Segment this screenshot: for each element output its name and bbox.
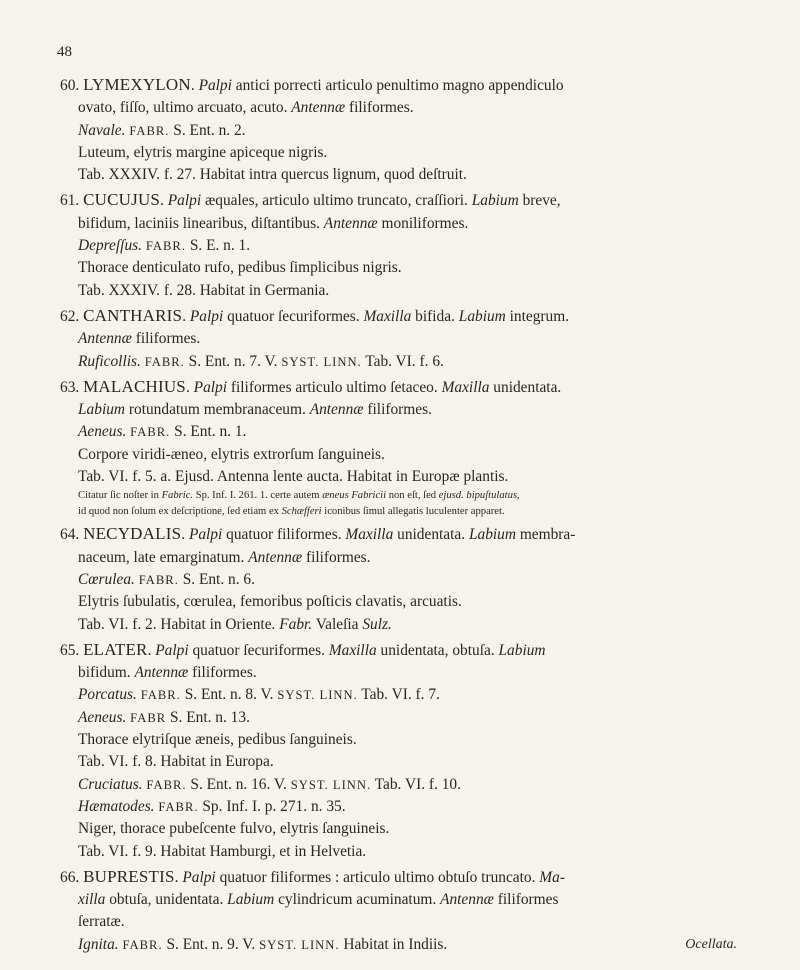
text-run: Tab. VI. f. 2. Habitat in Oriente. [78, 615, 280, 633]
text-run: Sp. Inf. I. 261. 1. certe autem [193, 490, 323, 502]
text-run: unidentata. [489, 378, 562, 396]
catchword: Ocellata. [685, 937, 737, 952]
text-run: moniliformes. [377, 214, 469, 232]
text-run: æquales, articulo ultimo truncato, craſſiori. [201, 192, 472, 210]
text-run: Tab. VI. f. 7. [357, 686, 440, 704]
author-abbrev: FABR. [130, 425, 171, 440]
author-abbrev: SYST. LINN. [259, 937, 340, 952]
text-run: S. Ent. n. 7. V. [184, 352, 282, 370]
text-line [48, 751, 768, 773]
text-run: Thorace denticulato rufo, pedibus ſimplicibus nigris. [78, 259, 402, 277]
text-line [48, 569, 768, 591]
citation-line [48, 488, 768, 504]
text-run: Luteum, elytris margine apiceque nigris. [78, 143, 328, 161]
italic-term: Labium [78, 401, 126, 419]
text-run: Tab. VI. f. 6. [361, 352, 444, 370]
italic-term: Depreſſus. [78, 237, 142, 255]
text-run: . [174, 868, 183, 886]
entry-heading-line [48, 639, 768, 662]
text-run: 60. [60, 77, 84, 94]
text-line [48, 614, 768, 636]
genus-name: LYMEXYLON [83, 75, 191, 94]
italic-term: Sulz. [362, 615, 392, 633]
genus-name: BUPRESTIS [83, 866, 175, 886]
text-line [48, 142, 768, 164]
italic-term: Antennæ [291, 99, 346, 117]
text-line [48, 774, 768, 796]
text-run: Tab. VI. f. 8. Habitat in Europa. [78, 753, 274, 771]
author-abbrev: FABR. [158, 799, 199, 814]
text-run: quatuor ſecuriformes. [188, 641, 329, 659]
text-run: Valeſia [312, 615, 363, 633]
italic-term: Ignita. [78, 935, 119, 953]
text-line [48, 97, 768, 119]
italic-term: Antennæ [440, 891, 494, 909]
italic-term: Palpi [167, 192, 202, 210]
italic-term: Maxilla [363, 307, 412, 325]
text-run: S. Ent. n. 16. V. [186, 775, 291, 793]
text-run: filiformes. [131, 330, 201, 348]
text-line [48, 351, 768, 373]
entry-heading-line [48, 376, 768, 399]
page-number: 48 [57, 44, 72, 60]
text-line [48, 841, 768, 863]
text-run: iconibus ſimul allegatis luculenter apparet. [321, 506, 505, 518]
text-run: S. Ent. n. 2. [169, 121, 246, 139]
author-abbrev: FABR [130, 710, 167, 725]
italic-term: Maxilla [328, 641, 377, 659]
author-abbrev: FABR. [144, 354, 185, 369]
italic-term: Antennæ [323, 214, 378, 232]
text-run: Sp. Inf. I. p. 271. n. 35. [198, 797, 346, 815]
text-run: bifidum, laciniis linearibus, diſtantibus. [78, 214, 324, 232]
italic-term: Porcatus. [78, 686, 137, 704]
text-run: obtuſa, unidentata. [105, 891, 228, 909]
text-run: filiformes. [363, 401, 432, 419]
text-line [48, 120, 768, 142]
text-run: quatuor filiformes. [222, 526, 346, 544]
genus-name: NECYDALIS [83, 524, 182, 544]
text-line [48, 662, 768, 684]
entry-heading-line [48, 305, 768, 328]
text-run: S. Ent. n. 9. V. [162, 935, 260, 953]
text-run: 61. [60, 192, 84, 210]
genus-entry [48, 376, 768, 520]
text-run: S. E. n. 1. [185, 237, 251, 255]
text-run: . [190, 77, 199, 94]
text-run: antici porrecti articulo penultimo magno appendiculo [231, 77, 564, 94]
genus-entry [48, 866, 768, 956]
italic-term: xilla [78, 891, 106, 909]
text-run: S. Ent. n. 8. V. [180, 686, 278, 704]
text-line [48, 257, 768, 279]
text-run: filiformes. [188, 664, 257, 682]
italic-term: Antennæ [78, 330, 132, 348]
text-run: . [181, 526, 189, 544]
italic-term: ejusd. bipuſtulatus [438, 490, 518, 502]
genus-entry [48, 305, 768, 373]
text-run: Citatur ſic noſter in [78, 490, 162, 502]
italic-term: Palpi [155, 641, 189, 659]
italic-term: Fabric. [161, 490, 194, 502]
text-run: ovato, fiſſo, ultimo arcuato, acuto. [78, 99, 292, 117]
text-run: integrum. [505, 307, 570, 325]
text-line [48, 328, 768, 350]
text-run: S. Ent. n. 1. [170, 423, 247, 441]
text-run: , [517, 490, 520, 502]
text-run: bifida. [411, 307, 459, 325]
author-abbrev: FABR. [140, 688, 181, 703]
italic-term: æneus Fabricii [322, 490, 387, 502]
text-line [48, 235, 768, 257]
text-run: ſerratæ. [78, 913, 125, 931]
italic-term: Schæfferi [281, 506, 322, 518]
author-abbrev: SYST. LINN. [281, 354, 362, 369]
text-run: 66. [60, 868, 84, 886]
text-line [48, 684, 768, 706]
italic-term: Labium [458, 307, 506, 325]
text-run: membra- [515, 526, 576, 544]
text-line [48, 466, 768, 488]
text-run: Corpore viridi-æneo, elytris extrorſum ſanguineis. [78, 445, 385, 463]
text-run: 62. [60, 307, 84, 325]
text-run: . [160, 192, 168, 210]
text-line [48, 444, 768, 466]
text-run: id quod non ſolum ex deſcriptione, ſed etiam ex [78, 506, 282, 518]
text-run: Tab. XXXIV. f. 27. Habitat intra quercus lignum, quod deſtruit. [78, 166, 467, 184]
text-line [48, 591, 768, 613]
author-abbrev: FABR. [129, 123, 170, 138]
text-run: Tab. VI. f. 5. a. Ejusd. Antenna lente aucta. Habitat in Europæ plantis. [78, 468, 509, 486]
text-run: rotundatum membranaceum. [125, 401, 310, 419]
italic-term: Maxilla [441, 378, 490, 396]
italic-term: Fabr. [279, 615, 313, 633]
citation-line [48, 504, 768, 520]
text-run: Tab. XXXIV. f. 28. Habitat in Germania. [78, 281, 330, 299]
page-body [48, 74, 768, 956]
italic-term: Aeneus. [78, 423, 127, 441]
text-run: 64. [60, 526, 84, 544]
italic-term: Ruficollis. [78, 352, 141, 370]
text-run: breve, [518, 192, 561, 210]
text-line [48, 164, 768, 186]
italic-term: Cœrulea. [78, 570, 135, 588]
author-abbrev: SYST. LINN. [277, 688, 358, 703]
entry-heading-line [48, 866, 768, 889]
text-run: Tab. VI. f. 10. [371, 775, 461, 793]
author-abbrev: SYST. LINN. [290, 777, 372, 792]
text-run: filiformes. [302, 548, 371, 566]
italic-term: Antennæ [309, 401, 364, 419]
text-line [48, 547, 768, 569]
italic-term: Palpi [182, 868, 216, 886]
italic-term: Palpi [198, 77, 232, 94]
author-abbrev: FABR. [146, 777, 187, 792]
italic-term: Maxilla [345, 526, 394, 544]
text-run: unidentata. [393, 526, 469, 544]
text-run: 63. [60, 378, 84, 396]
text-line [48, 934, 768, 956]
italic-term: Palpi [193, 378, 228, 396]
text-run: bifidum. [78, 664, 135, 682]
italic-term: Antennæ [248, 548, 303, 566]
text-run: S. Ent. n. 13. [166, 708, 250, 726]
text-run: . [147, 641, 156, 659]
text-run: unidentata, obtuſa. [376, 641, 499, 659]
text-run: quatuor filiformes : articulo ultimo obtuſo truncato. [215, 868, 540, 886]
text-line [48, 818, 768, 840]
italic-term: Cruciatus. [78, 775, 143, 793]
text-run: Niger, thorace pubeſcente fulvo, elytris ſanguineis. [78, 820, 390, 838]
text-run: naceum, late emarginatum. [78, 548, 249, 566]
italic-term: Ma- [539, 868, 565, 886]
text-run: cylindricum acuminatum. [274, 891, 441, 909]
italic-term: Palpi [189, 307, 224, 325]
text-run: filiformes. [345, 99, 414, 117]
text-run: quatuor ſecuriformes. [223, 307, 364, 325]
genus-entry [48, 189, 768, 301]
text-line [48, 729, 768, 751]
text-run: Thorace elytriſque æneis, pedibus ſanguineis. [78, 731, 357, 749]
italic-term: Palpi [188, 526, 223, 544]
text-run: filiformes [493, 891, 559, 909]
italic-term: Hæmatodes. [78, 797, 155, 815]
text-line [48, 707, 768, 729]
text-line [48, 889, 768, 911]
genus-name: CUCUJUS [83, 190, 161, 210]
italic-term: Labium [468, 526, 516, 544]
italic-term: Labium [471, 192, 519, 210]
entry-heading-line [48, 74, 768, 97]
text-run: 65. [60, 641, 84, 659]
author-abbrev: FABR. [145, 239, 186, 254]
text-run: . [182, 307, 190, 325]
text-line [48, 399, 768, 421]
author-abbrev: FABR. [122, 937, 163, 952]
text-run: Elytris ſubulatis, cœrulea, femoribus poſticis clavatis, arcuatis. [78, 593, 462, 611]
text-line [48, 421, 768, 443]
genus-entry [48, 523, 768, 635]
italic-term: Labium [227, 891, 275, 909]
italic-term: Antennæ [134, 664, 189, 682]
genus-name: MALACHIUS [83, 376, 186, 396]
text-run: Tab. VI. f. 9. Habitat Hamburgi, et in Helvetia. [78, 842, 367, 860]
text-line [48, 280, 768, 302]
genus-entry [48, 639, 768, 863]
text-run: Habitat in Indiis. [339, 935, 448, 953]
text-run: filiformes articulo ultimo ſetaceo. [227, 378, 442, 396]
italic-term: Navale. [78, 121, 126, 139]
genus-name: CANTHARIS [83, 305, 183, 325]
entry-heading-line [48, 523, 768, 546]
author-abbrev: FABR. [138, 572, 179, 587]
text-line [48, 796, 768, 818]
entry-heading-line [48, 189, 768, 212]
italic-term: Aeneus. [78, 708, 127, 726]
genus-name: ELATER [83, 639, 148, 659]
text-line [48, 213, 768, 235]
text-line [48, 911, 768, 933]
text-run: non eſt, ſed [386, 490, 439, 502]
genus-entry [48, 74, 768, 186]
text-run: S. Ent. n. 6. [178, 570, 255, 588]
italic-term: Labium [498, 641, 546, 659]
text-run: . [185, 378, 194, 396]
